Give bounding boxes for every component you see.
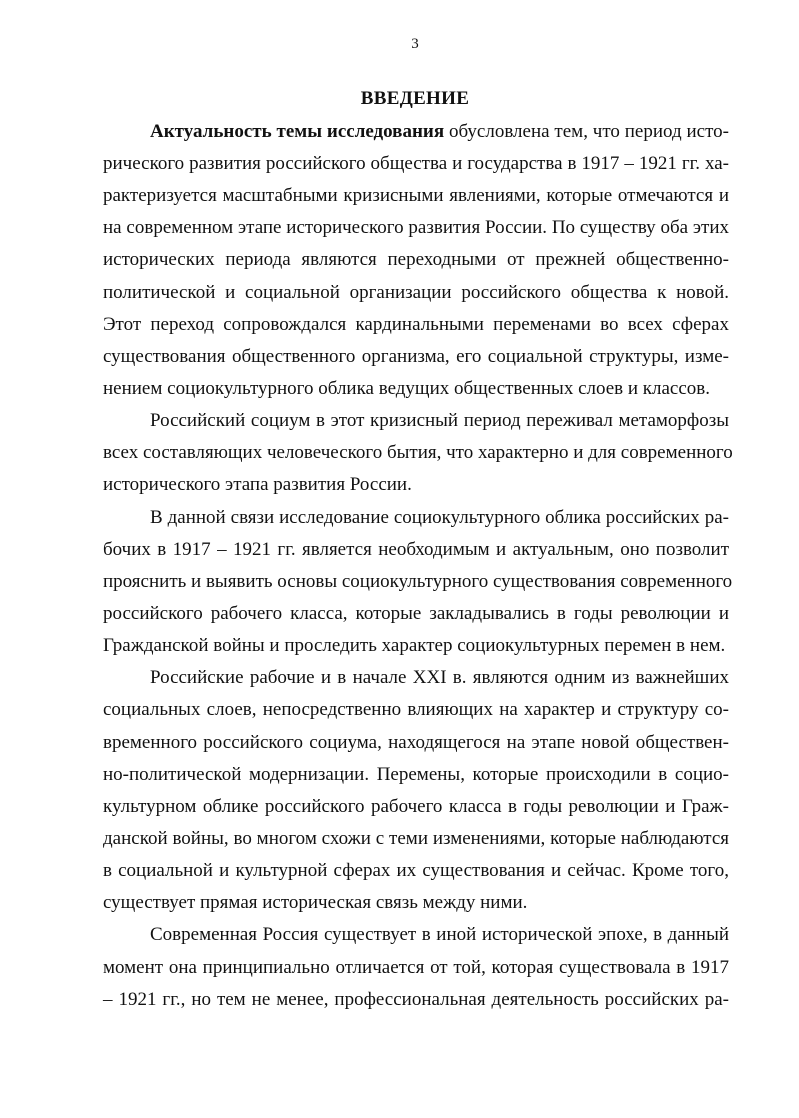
- page-title: ВВЕДЕНИЕ: [360, 88, 470, 109]
- page-number: 3: [411, 36, 419, 52]
- text-line: российского рабочего класса, которые закладывались в годы революции и: [103, 603, 729, 624]
- text-line: временного российского социума, находящегося на этапе новой обществен-: [103, 732, 729, 753]
- text-line: В данной связи исследование социокультурного облика российских ра-: [150, 507, 729, 528]
- text-line: существования общественного организма, его социальной структуры, изме-: [103, 346, 729, 367]
- text-line: Этот переход сопровождался кардинальными переменами во всех сферах: [103, 314, 729, 335]
- text-line: социальных слоев, непосредственно влияющих на характер и структуру со-: [103, 699, 729, 720]
- text-line: Российский социум в этот кризисный период переживал метаморфозы: [150, 410, 729, 431]
- text-line: бочих в 1917 – 1921 гг. является необходимым и актуальным, оно позволит: [103, 539, 729, 560]
- text-line: Современная Россия существует в иной исторической эпохе, в данный: [150, 924, 729, 945]
- text-line: момент она принципиально отличается от той, которая существовала в 1917: [103, 957, 729, 978]
- text-line: – 1921 гг., но тем не менее, профессиональная деятельность российских ра-: [103, 989, 729, 1010]
- text-line: политической и социальной организации российского общества к новой.: [103, 282, 729, 303]
- text-line: Гражданской войны и проследить характер социокультурных перемен в нем.: [103, 635, 726, 656]
- text-line: исторических периода являются переходными от прежней общественно-: [103, 249, 729, 270]
- text-line: прояснить и выявить основы социокультурного существования современного: [103, 571, 733, 592]
- text-line: Российские рабочие и в начале XXI в. являются одним из важнейших: [150, 667, 729, 688]
- text-line: существует прямая историческая связь между ними.: [103, 892, 528, 913]
- text-line: но-политической модернизации. Перемены, которые происходили в социо-: [103, 764, 729, 785]
- text-line: рактеризуется масштабными кризисными явлениями, которые отмечаются и: [103, 185, 729, 206]
- text-line: исторического этапа развития России.: [103, 474, 412, 495]
- text-line: Актуальность темы исследования обусловлена тем, что период исто-: [150, 121, 729, 142]
- text-line: на современном этапе исторического развития России. По существу оба этих: [103, 217, 729, 238]
- text-line: в социальной и культурной сферах их существования и сейчас. Кроме того,: [103, 860, 729, 881]
- text-line: рического развития российского общества и государства в 1917 – 1921 гг. ха-: [103, 153, 729, 174]
- text-line: данской войны, во многом схожи с теми изменениями, которые наблюдаются: [103, 828, 729, 849]
- text-line: нением социокультурного облика ведущих общественных слоев и классов.: [103, 378, 711, 399]
- text-line: всех составляющих человеческого бытия, что характерно и для современного: [103, 442, 733, 463]
- text-line: культурном облике российского рабочего класса в годы революции и Граж-: [103, 796, 729, 817]
- bold-lead: Актуальность темы исследования: [150, 121, 445, 142]
